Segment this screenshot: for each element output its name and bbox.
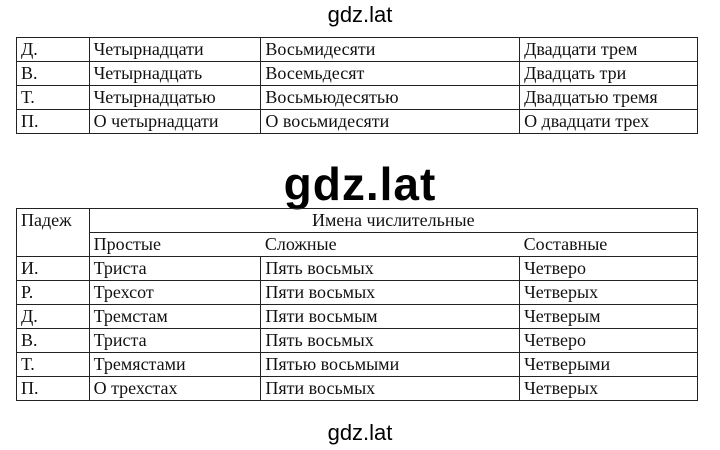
table-cell: Четверым — [520, 305, 698, 329]
table-cell: Четверо — [520, 257, 698, 281]
table-cell: Четырнадцати — [89, 38, 261, 62]
watermark-middle: gdz.lat — [283, 158, 437, 210]
table-cell: Пяти восьмых — [261, 377, 520, 401]
table-row — [17, 329, 698, 353]
table-cell: Трехсот — [89, 281, 261, 305]
group-header: Имена числительные — [89, 209, 697, 233]
case-cell: П. — [17, 377, 90, 401]
declension-table-2 — [16, 208, 698, 401]
table-cell: О трехстах — [89, 377, 261, 401]
table-cell: О двадцати трех — [520, 110, 698, 134]
table-cell: Четырнадцать — [89, 62, 261, 86]
case-cell: Р. — [17, 281, 90, 305]
table-cell: О четырнадцати — [89, 110, 261, 134]
table-cell: Двадцатью тремя — [520, 86, 698, 110]
table-cell: Четверо — [520, 329, 698, 353]
table-row — [17, 86, 698, 110]
table-row — [17, 38, 698, 62]
table-cell: Пятью восьмыми — [261, 353, 520, 377]
table-cell: Восьмьюдесятью — [261, 86, 520, 110]
column-header-simple: Простые — [89, 233, 261, 257]
table-row — [17, 257, 698, 281]
table-cell: Восемьдесят — [261, 62, 520, 86]
case-header: Падеж — [17, 209, 90, 233]
table-cell: Пять восьмых — [261, 329, 520, 353]
column-header-complex: Сложные — [261, 233, 520, 257]
case-cell: Д. — [17, 305, 90, 329]
watermark-bottom: gdz.lat — [327, 420, 393, 445]
table-cell: Триста — [89, 329, 261, 353]
table-row — [17, 353, 698, 377]
table-header-row — [17, 209, 698, 233]
table-row — [17, 377, 698, 401]
table-cell: Двадцати трем — [520, 38, 698, 62]
case-cell: П. — [17, 110, 90, 134]
case-cell: И. — [17, 257, 90, 281]
table-subheader-row — [17, 233, 698, 257]
case-cell: В. — [17, 329, 90, 353]
table-cell: Пять восьмых — [261, 257, 520, 281]
table-row — [17, 281, 698, 305]
table-row — [17, 305, 698, 329]
table-cell: Четверыми — [520, 353, 698, 377]
case-cell: Т. — [17, 86, 90, 110]
table-cell: Триста — [89, 257, 261, 281]
table-cell: Тремястами — [89, 353, 261, 377]
case-cell: В. — [17, 62, 90, 86]
table-cell: Пяти восьмых — [261, 281, 520, 305]
table-cell: Двадцать три — [520, 62, 698, 86]
table-cell: Восьмидесяти — [261, 38, 520, 62]
table-cell: О восьмидесяти — [261, 110, 520, 134]
table-row — [17, 62, 698, 86]
table-cell: Четверых — [520, 281, 698, 305]
table-cell: Четырнадцатью — [89, 86, 261, 110]
case-cell: Д. — [17, 38, 90, 62]
watermark-top: gdz.lat — [327, 2, 393, 27]
table-row — [17, 110, 698, 134]
case-cell: Т. — [17, 353, 90, 377]
column-header-compound: Составные — [520, 233, 698, 257]
declension-table-1 — [16, 37, 698, 134]
table-cell: Тремстам — [89, 305, 261, 329]
table-cell: Пяти восьмым — [261, 305, 520, 329]
case-header-blank — [17, 233, 90, 257]
table-cell: Четверых — [520, 377, 698, 401]
